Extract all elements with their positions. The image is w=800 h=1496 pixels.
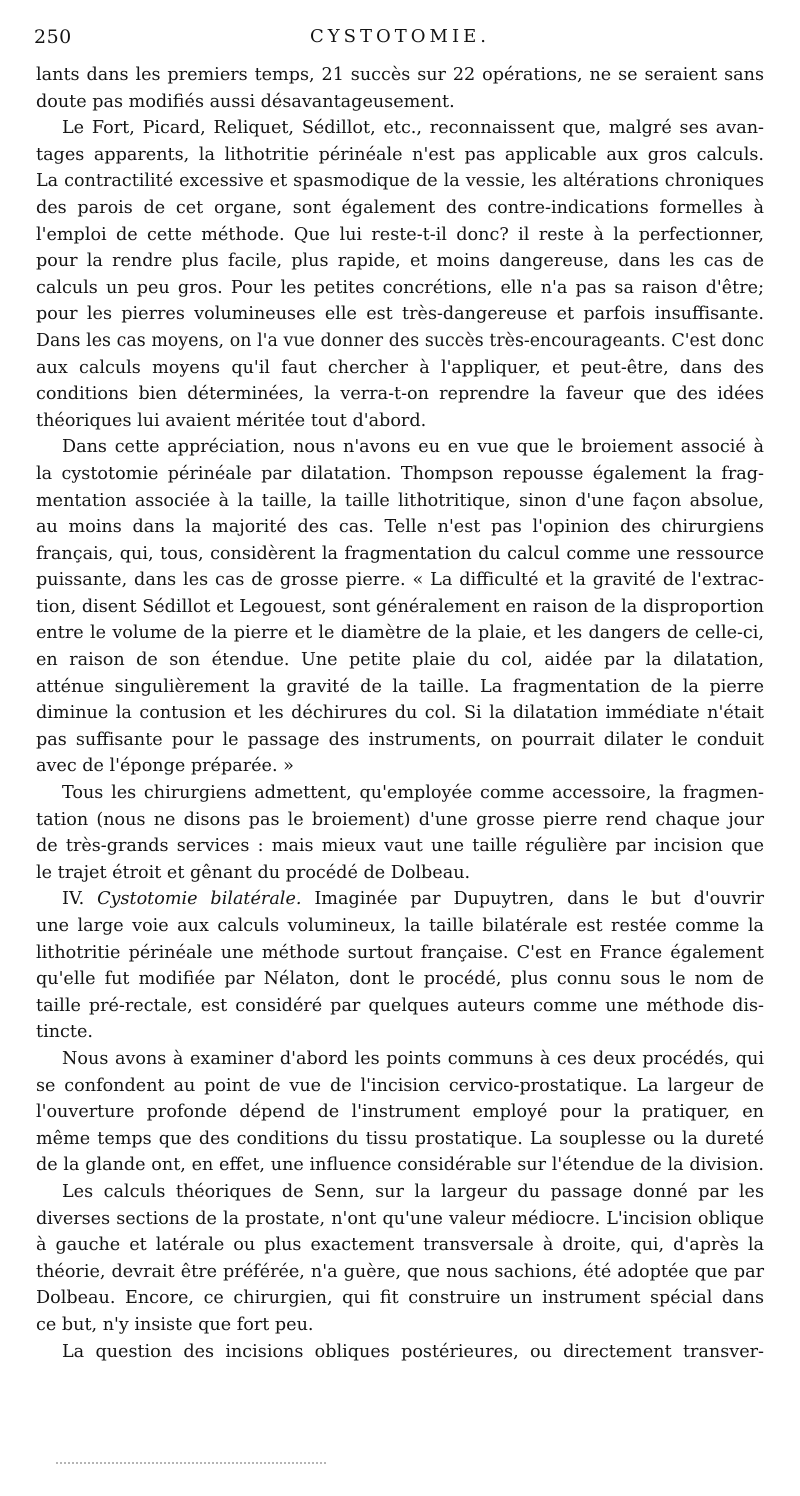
text-line: atténue singulièrement la gravité de la taille. La fragmentation de la pierre xyxy=(36,676,764,697)
text-line: théorie, devrait être préférée, n'a guère, que nous sachions, été adoptée que par xyxy=(36,1261,764,1282)
text-line: IV. Cystotomie bilatérale. Imaginée par Dupuytren, dans le but d'ouvrir xyxy=(62,889,764,910)
text-line: se confondent au point de vue de l'incision cervico-prostatique. La largeur de xyxy=(36,1075,764,1096)
text-line: pas suffisante pour le passage des instruments, on pourrait dilater le conduit xyxy=(36,729,764,750)
text-line: l'ouverture profonde dépend de l'instrument employé pour la pratiquer, en xyxy=(36,1102,764,1123)
text-line: lithotritie périnéale une méthode surtout française. C'est en France également xyxy=(36,942,764,963)
text-line: une large voie aux calculs volumineux, la taille bilatérale est restée comme la xyxy=(36,916,764,936)
text-line: tincte. xyxy=(36,1022,93,1043)
print-smudge xyxy=(56,1462,326,1466)
text-line: de la glande ont, en effet, une influence considérable sur l'étendue de la division. xyxy=(36,1155,764,1176)
text-line: à gauche et latérale ou plus exactement transversale à droite, qui, d'après la xyxy=(36,1235,764,1256)
text-line: lants dans les premiers temps, 21 succès sur 22 opérations, ne se seraient sans xyxy=(36,65,764,85)
text-line: Dolbeau. Encore, ce chirurgien, qui fit construire un instrument spécial dans xyxy=(36,1288,764,1309)
text-line: français, qui, tous, considèrent la fragmentation du calcul comme une ressource xyxy=(36,543,764,564)
text-line: avec de l'éponge préparée. » xyxy=(36,756,294,777)
text-line: diverses sections de la prostate, n'ont qu'une valeur médiocre. L'incision oblique xyxy=(36,1208,764,1229)
text-line: théoriques lui avaient méritée tout d'abord. xyxy=(36,410,427,431)
text-line: au moins dans la majorité des cas. Telle n'est pas l'opinion des chirurgiens xyxy=(36,517,764,538)
text-line: doute pas modifiés aussi désavantageusement. xyxy=(36,91,455,112)
text-line: Tous les chirurgiens admettent, qu'employée comme accessoire, la fragmen- xyxy=(62,783,764,804)
body-text xyxy=(36,62,764,1365)
running-head xyxy=(34,22,766,56)
page-number: 250 xyxy=(34,26,72,48)
text-line: des parois de cet organe, sont également des contre-indications formelles à xyxy=(36,197,764,218)
text-line: l'emploi de cette méthode. Que lui reste-t-il donc? il reste à la perfectionner, xyxy=(36,224,764,245)
text-line: taille pré-rectale, est considéré par quelques auteurs comme une méthode dis- xyxy=(36,995,764,1016)
text-line: tages apparents, la lithotritie périnéale n'est pas applicable aux gros calculs. xyxy=(36,144,764,165)
text-line: pour la rendre plus facile, plus rapide, et moins dangereuse, dans les cas de xyxy=(36,251,764,272)
text-line: aux calculs moyens qu'il faut chercher à l'appliquer, et peut-être, dans des xyxy=(36,357,764,378)
text-line: Nous avons à examiner d'abord les points communs à ces deux procédés, qui xyxy=(62,1048,764,1069)
text-line: qu'elle fut modifiée par Nélaton, dont le procédé, plus connu sous le nom de xyxy=(36,969,764,990)
text-line: ce but, n'y insiste que fort peu. xyxy=(36,1314,314,1335)
text-line: en raison de son étendue. Une petite plaie du col, aidée par la dilatation, xyxy=(36,650,764,671)
text-line: pour les pierres volumineuses elle est très-dangereuse et parfois insuffisante. xyxy=(36,304,764,325)
text-line: tation (nous ne disons pas le broiement) d'une grosse pierre rend chaque jour xyxy=(36,809,764,830)
text-line: Dans les cas moyens, on l'a vue donner des succès très-encourageants. C'est donc xyxy=(36,330,764,351)
text-line: conditions bien déterminées, la verra-t-on reprendre la faveur que des idées xyxy=(36,384,764,405)
text-line: Le Fort, Picard, Reliquet, Sédillot, etc., reconnaissent que, malgré ses avan- xyxy=(62,118,764,139)
text-line: Les calculs théoriques de Senn, sur la largeur du passage donné par les xyxy=(62,1181,764,1202)
text-line: mentation associée à la taille, la taille lithotritique, sinon d'une façon absolue, xyxy=(36,490,764,511)
text-line: entre le volume de la pierre et le diamètre de la plaie, et les dangers de celle-ci, xyxy=(36,623,764,644)
text-line: La question des incisions obliques postérieures, ou directement transver- xyxy=(62,1341,764,1362)
text-line: Dans cette appréciation, nous n'avons eu en vue que le broiement associé à xyxy=(62,437,764,458)
text-line: la cystotomie périnéale par dilatation. Thompson repousse également la frag- xyxy=(36,463,764,484)
text-line: diminue la contusion et les déchirures du col. Si la dilatation immédiate n'était xyxy=(36,703,764,724)
text-line: calculs un peu gros. Pour les petites concrétions, elle n'a pas sa raison d'être; xyxy=(36,277,764,298)
text-line: même temps que des conditions du tissu prostatique. La souplesse ou la dureté xyxy=(36,1128,764,1149)
text-line: le trajet étroit et gênant du procédé de Dolbeau. xyxy=(36,862,471,883)
running-title: CYSTOTOMIE. xyxy=(310,26,490,47)
text-line: puissante, dans les cas de grosse pierre. « La difficulté et la gravité de l'extrac- xyxy=(36,570,764,591)
text-line: de très-grands services : mais mieux vaut une taille régulière par incision que xyxy=(36,836,764,857)
text-line: tion, disent Sédillot et Legouest, sont généralement en raison de la disproportion xyxy=(36,596,764,617)
italic-heading: Cystotomie bilatérale. xyxy=(97,889,302,910)
text-line: La contractilité excessive et spasmodique de la vessie, les altérations chroniques xyxy=(36,171,764,192)
